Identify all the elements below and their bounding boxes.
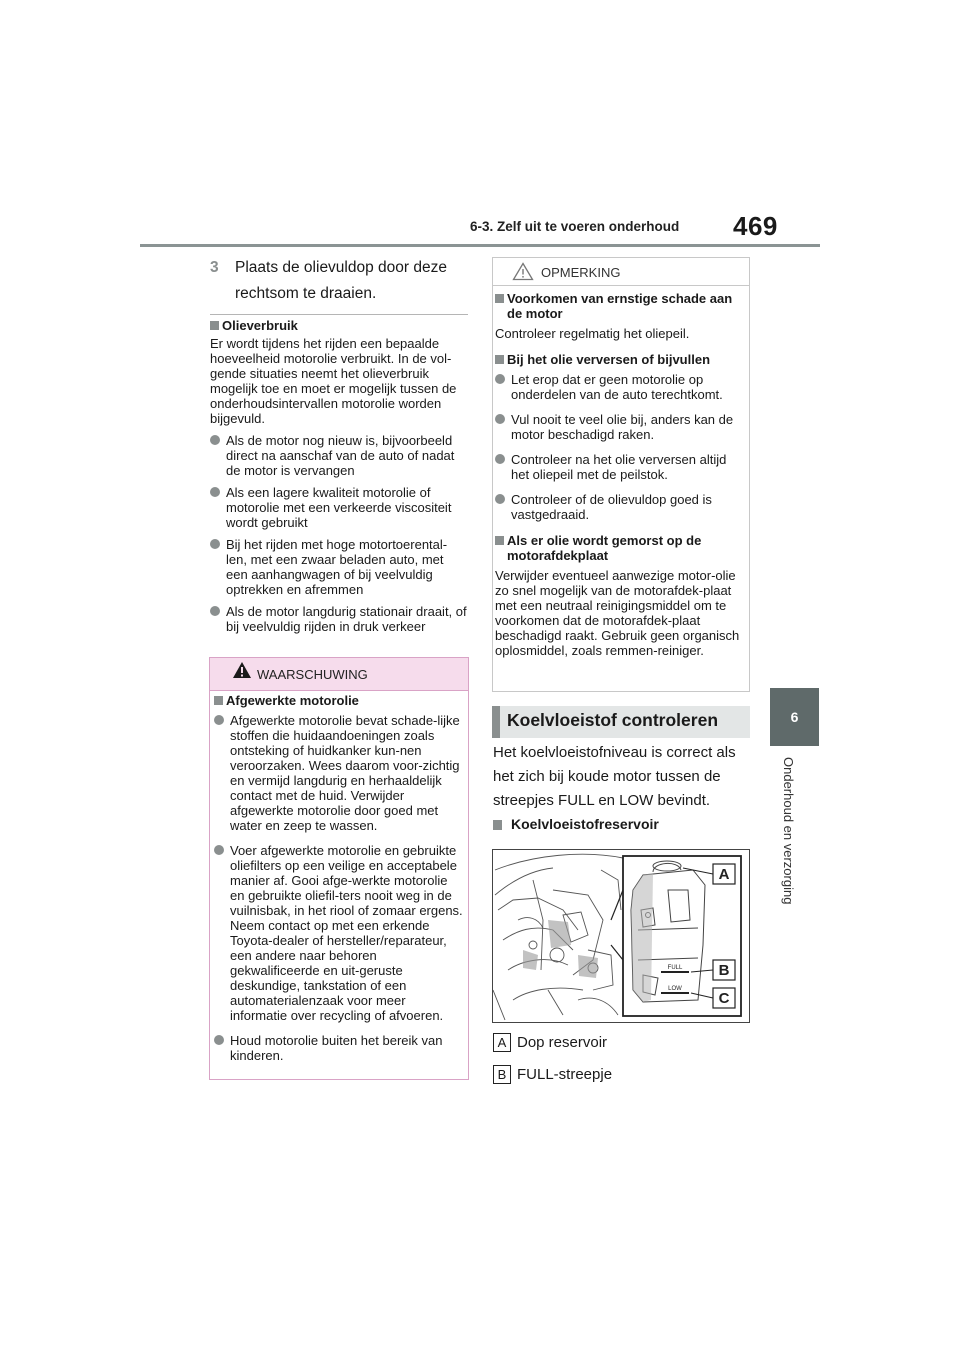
- note-header-rule: [493, 285, 749, 286]
- callout-c: C: [718, 990, 730, 1007]
- list-item: Afgewerkte motorolie bevat schade-lijke stoffen die huidaandoeningen zoals ontsteking of huidkanker kun-nen veroorzaken. Wees daarom voor-zichtig en vermijd langdurig en herhaaldelijk contact met de huid. Verwijder afgewerkte motorolie door goed met water en zeep te wassen.: [214, 713, 464, 833]
- circle-bullet-icon: [214, 715, 224, 725]
- chapter-tab: 6: [770, 688, 819, 746]
- note-heading: Als er olie wordt gemorst op de motorafdekplaat: [495, 533, 745, 563]
- list-item: Als de motor langdurig stationair draait, of bij veelvuldig rijden in druk verkeer: [210, 604, 468, 634]
- section-heading: Koelvloeistof controleren: [507, 710, 719, 730]
- legend-key: B: [493, 1065, 511, 1084]
- circle-bullet-icon: [214, 1035, 224, 1045]
- section-divider: [210, 314, 468, 315]
- circle-bullet-icon: [495, 374, 505, 384]
- coolant-reservoir-illustration: [492, 849, 750, 1023]
- page-number: 469: [733, 211, 778, 241]
- circle-bullet-icon: [210, 606, 220, 616]
- section-title: 6-3. Zelf uit te voeren onderhoud: [470, 219, 680, 234]
- coolant-paragraph: Het koelvloeistofniveau is correct als het zich bij koude motor tussen de streepjes FULL en LOW bevindt.: [493, 744, 736, 809]
- circle-bullet-icon: [495, 454, 505, 464]
- chapter-title: Onderhoud en verzorging: [781, 757, 796, 905]
- caution-triangle-icon: [512, 262, 534, 281]
- callout-a: A: [718, 866, 730, 883]
- oil-consumption-section: [210, 318, 468, 634]
- note-paragraph: Verwijder eventueel aanwezige motor-olie zo snel mogelijk van de motorafdek-plaat met een neutraal reinigingsmiddel om te voorkomen dat de motorafdek-plaat beschadigd raakt. Gebruik geen organisch oplosmiddel, zoals remmen-reiniger.: [495, 568, 740, 658]
- list-item: Controleer of de olievuldop goed is vastgedraaid.: [495, 492, 745, 522]
- full-mark-label: FULL: [667, 965, 683, 971]
- legend-item-b: [493, 1065, 612, 1084]
- note-heading: Voorkomen van ernstige schade aan de motor: [495, 291, 745, 321]
- square-bullet-icon: [495, 536, 504, 545]
- square-bullet-icon: [493, 820, 502, 830]
- heading-accent: [492, 706, 500, 738]
- square-bullet-icon: [214, 696, 223, 705]
- legend-text: FULL-streepje: [517, 1066, 613, 1083]
- warning-triangle-icon: [232, 661, 252, 679]
- circle-bullet-icon: [210, 435, 220, 445]
- callout-b: B: [718, 962, 730, 979]
- list-item: Controleer na het olie verversen altijd het oliepeil met de peilstok.: [495, 452, 745, 482]
- legend-item-a: [493, 1033, 607, 1052]
- list-item: Als de motor nog nieuw is, bijvoorbeeld direct na aanschaf van de auto of nadat de motor is vervangen: [210, 433, 468, 478]
- list-item: Als een lagere kwaliteit motorolie of motorolie met een verkeerde viscositeit wordt gebruikt: [210, 485, 468, 530]
- circle-bullet-icon: [210, 487, 220, 497]
- coolant-subheading: Koelvloeistofreservoir: [493, 817, 659, 832]
- square-bullet-icon: [210, 321, 219, 330]
- low-mark-label: LOW: [668, 986, 682, 992]
- step-text: Plaats de olievuldop door deze rechtsom te draaien.: [235, 259, 447, 302]
- oil-consumption-heading: Olieverbruik: [210, 318, 468, 333]
- circle-bullet-icon: [214, 845, 224, 855]
- list-item: Let erop dat er geen motorolie op onderdelen van de auto terechtkomt.: [495, 372, 745, 402]
- step-3: [210, 255, 468, 307]
- square-bullet-icon: [495, 294, 504, 303]
- list-item: Houd motorolie buiten het bereik van kinderen.: [214, 1033, 464, 1063]
- warning-heading: Afgewerkte motorolie: [214, 693, 464, 708]
- circle-bullet-icon: [210, 539, 220, 549]
- step-number: 3: [210, 259, 219, 276]
- list-item: Voer afgewerkte motorolie en gebruikte oliefilters op een veilige en acceptabele manier af. Gooi afge-werkte motorolie en gebruikte oliefil-ters nooit weg in de vuilnisbak, in het riool of zomaar ergens. Neem contact op met een erkende Toyota-dealer of hersteller/reparateur, een andere naar behoren gekwalificeerde en uit-geruste deskundige, tankstation of een automaterialenzaak voor meer informatie over recycling of afvoeren.: [214, 843, 464, 1023]
- warning-title: WAARSCHUWING: [257, 667, 368, 682]
- circle-bullet-icon: [495, 494, 505, 504]
- circle-bullet-icon: [495, 414, 505, 424]
- note-content: [495, 291, 745, 658]
- square-bullet-icon: [495, 355, 504, 364]
- legend-text: Dop reservoir: [517, 1034, 608, 1051]
- warning-content: [214, 693, 464, 1063]
- note-title: OPMERKING: [541, 265, 621, 280]
- oil-consumption-intro: Er wordt tijdens het rijden een bepaalde hoeveelheid motorolie verbruikt. In de vol-gende situaties neemt het olieverbruik mogelijk toe en moet er mogelijk tussen de onderhoudsintervallen motorolie worden bijgevuld.: [210, 336, 457, 426]
- note-heading: Bij het olie verversen of bijvullen: [495, 352, 745, 367]
- note-paragraph: Controleer regelmatig het oliepeil.: [495, 326, 690, 341]
- legend-key: A: [493, 1033, 511, 1052]
- header-rule: [140, 244, 820, 247]
- list-item: Bij het rijden met hoge motortoerental-len, met een zwaar beladen auto, met een aanhangwagen of bij veelvuldig optrekken en afremmen: [210, 537, 468, 597]
- list-item: Vul nooit te veel olie bij, anders kan de motor beschadigd raken.: [495, 412, 745, 442]
- engine-bay-drawing: [493, 850, 749, 1022]
